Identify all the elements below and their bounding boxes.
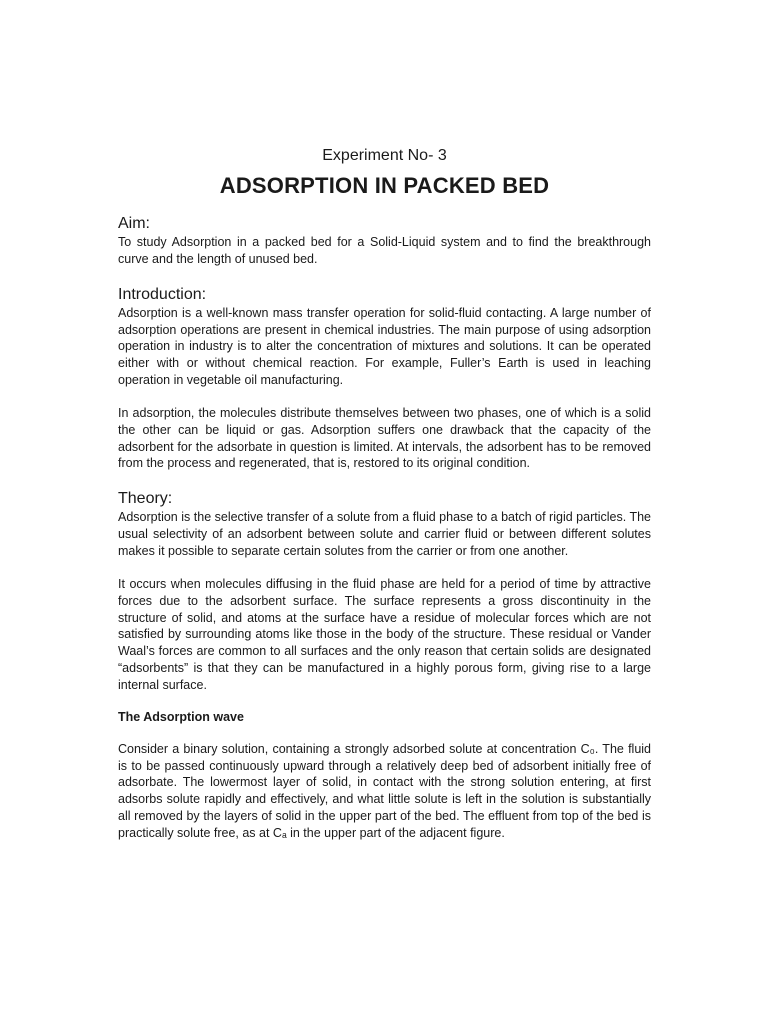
aim-heading: Aim: bbox=[118, 215, 150, 232]
theory-paragraph-2: It occurs when molecules diffusing in the fluid phase are held for a period of time by attractive forces due to the adsorbent surface. The surface represents a gross discontinuity in the structure of solid, and atoms at the surface have a residue of molecular forces which are not satisfied by surrounding atoms like those in the body of the structure. These residual or Vander Waal’s forces are common to all surfaces and the only reason that certain solids are designated “adsorbents” is that they can be manufactured in a highly porous form, giving rise to a large internal surface. bbox=[118, 576, 651, 692]
adsorption-wave-heading: The Adsorption wave bbox=[118, 709, 244, 724]
introduction-heading: Introduction: bbox=[118, 285, 207, 303]
experiment-number: Experiment No- 3 bbox=[322, 147, 447, 164]
aim-section bbox=[118, 214, 651, 268]
introduction-section bbox=[118, 285, 651, 473]
document-body bbox=[118, 214, 651, 842]
adsorption-wave-section bbox=[118, 709, 651, 842]
introduction-paragraph-2: In adsorption, the molecules distribute themselves between two phases, one of which is a solid the other can be liquid or gas. Adsorption suffers one drawback that the capacity of the adsorbent for the adsorbate in question is limited. At intervals, the adsorbent has to be removed from the process and regenerated, that is, restored to its original condition. bbox=[118, 405, 651, 471]
theory-paragraph-1: Adsorption is the selective transfer of a solute from a fluid phase to a batch of rigid particles. The usual selectivity of an adsorbent between solute and carrier fluid or between different solutes makes it possible to separate certain solutes from the carrier or from one another. bbox=[118, 510, 651, 558]
adsorption-wave-paragraph: Consider a binary solution, containing a strongly adsorbed solute at concentration C₀. The fluid is to be passed continuously upward through a relatively deep bed of adsorbent initially free of adsorbate. The lowermost layer of solid, in contact with the strong solution entering, at first adsorbs solute rapidly and effectively, and what little solute is left in the solution is substantially all removed by the layers of solid in the upper part of the bed. The effluent from top of the bed is practically solute free, as at Cₐ in the upper part of the adjacent figure. bbox=[118, 741, 651, 840]
introduction-paragraph-1: Adsorption is a well-known mass transfer operation for solid-fluid contacting. A large number of adsorption operations are present in chemical industries. The main purpose of using adsorption operation in industry is to alter the concentration of mixtures and solutions. It can be operated either with or without chemical reaction. For example, Fuller’s Earth is used in leaching operation in vegetable oil manufacturing. bbox=[118, 305, 651, 388]
document-title: ADSORPTION IN PACKED BED bbox=[219, 173, 550, 198]
theory-heading: Theory: bbox=[118, 490, 173, 508]
theory-section bbox=[118, 489, 651, 693]
aim-paragraph: To study Adsorption in a packed bed for a Solid-Liquid system and to find the breakthrough curve and the length of unused bed. bbox=[118, 235, 651, 266]
